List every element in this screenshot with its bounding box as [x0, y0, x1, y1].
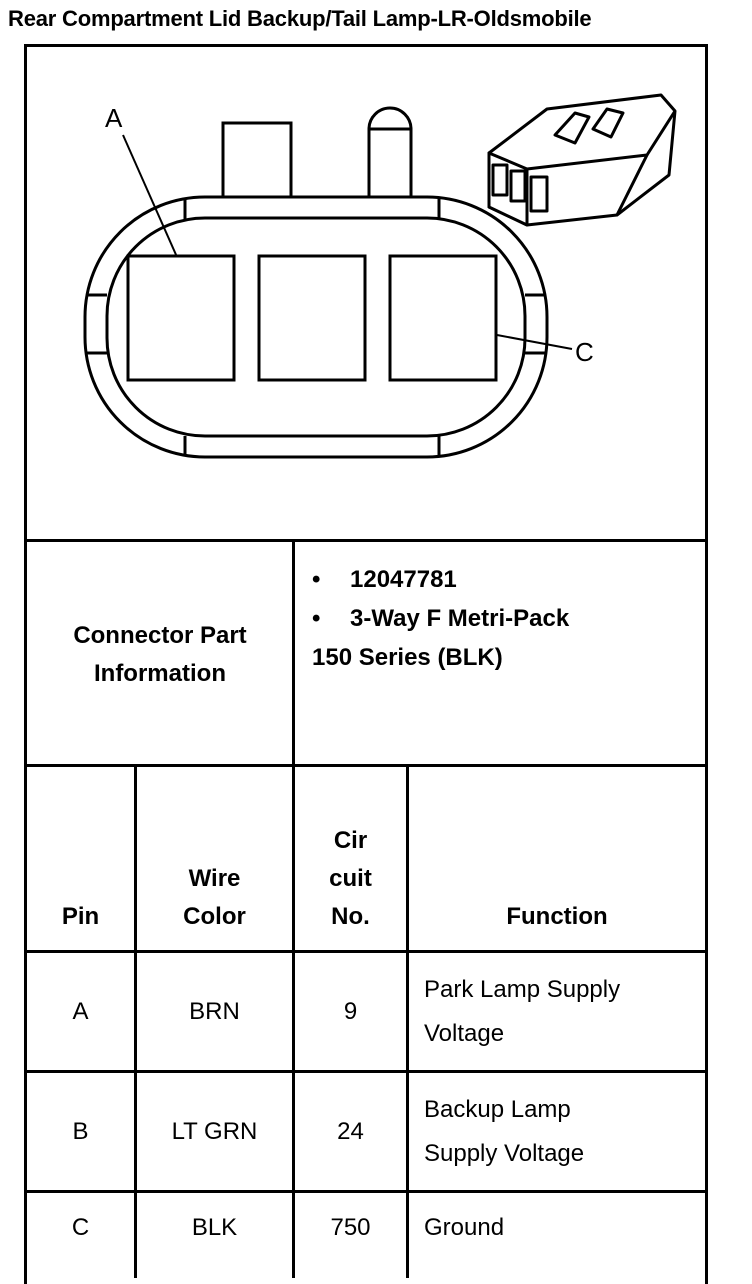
- part-number-item: [312, 560, 569, 599]
- page-title: Rear Compartment Lid Backup/Tail Lamp-LR-Oldsmobile: [8, 6, 592, 31]
- function-line1: Backup Lamp: [424, 1096, 571, 1123]
- table-row-function: [424, 1088, 584, 1176]
- table-row-wire-color: BLK: [191, 1214, 238, 1241]
- function-line1: Ground: [424, 1214, 505, 1241]
- table-row-circuit: 24: [337, 1117, 364, 1145]
- table-row-function: [424, 968, 620, 1056]
- table-row-pin: C: [71, 1214, 90, 1241]
- table-row-pin: B: [72, 1117, 89, 1145]
- connector-face-diagram: [27, 47, 705, 539]
- header-circuit-line2: cuit: [329, 865, 372, 892]
- bullet-icon: •: [312, 605, 321, 632]
- table-row-wire-color: LT GRN: [171, 1117, 258, 1145]
- header-wire-color-line1: Wire: [188, 865, 241, 892]
- function-line2: Supply Voltage: [424, 1140, 585, 1167]
- part-number: 12047781: [350, 566, 457, 593]
- function-line1: Park Lamp Supply: [424, 976, 621, 1003]
- header-wire-color-line2: Color: [183, 903, 246, 930]
- bullet-icon: •: [312, 566, 321, 593]
- divider: [24, 539, 708, 542]
- connector-info-label: [27, 545, 293, 765]
- header-wire-color: [137, 860, 292, 936]
- header-pin: Pin: [61, 903, 100, 930]
- connector-info-label-line1: Connector Part: [73, 622, 247, 649]
- table-row-pin: A: [72, 997, 89, 1025]
- table-row-wire-color: BRN: [189, 997, 240, 1025]
- header-circuit-line3: No.: [331, 903, 370, 930]
- header-circuit-line1: Cir: [333, 827, 368, 854]
- connector-info-label-line2: Information: [93, 660, 226, 687]
- table-row-circuit: 9: [343, 997, 358, 1025]
- table-row-circuit: 750: [330, 1214, 371, 1241]
- callout-a-label: A: [105, 103, 123, 133]
- connector-description-item: [312, 599, 569, 638]
- connector-description-line1: 3-Way F Metri-Pack: [350, 605, 570, 632]
- connector-info-details: [312, 560, 569, 677]
- table-row-function: [424, 1206, 504, 1250]
- divider: [406, 764, 409, 1278]
- header-circuit: [295, 822, 406, 936]
- callout-c-label: C: [575, 337, 594, 367]
- connector-3d-icon: [489, 95, 675, 225]
- function-line2: Voltage: [424, 1020, 505, 1047]
- header-function: Function: [506, 903, 608, 930]
- connector-description-line2: 150 Series (BLK): [312, 644, 503, 671]
